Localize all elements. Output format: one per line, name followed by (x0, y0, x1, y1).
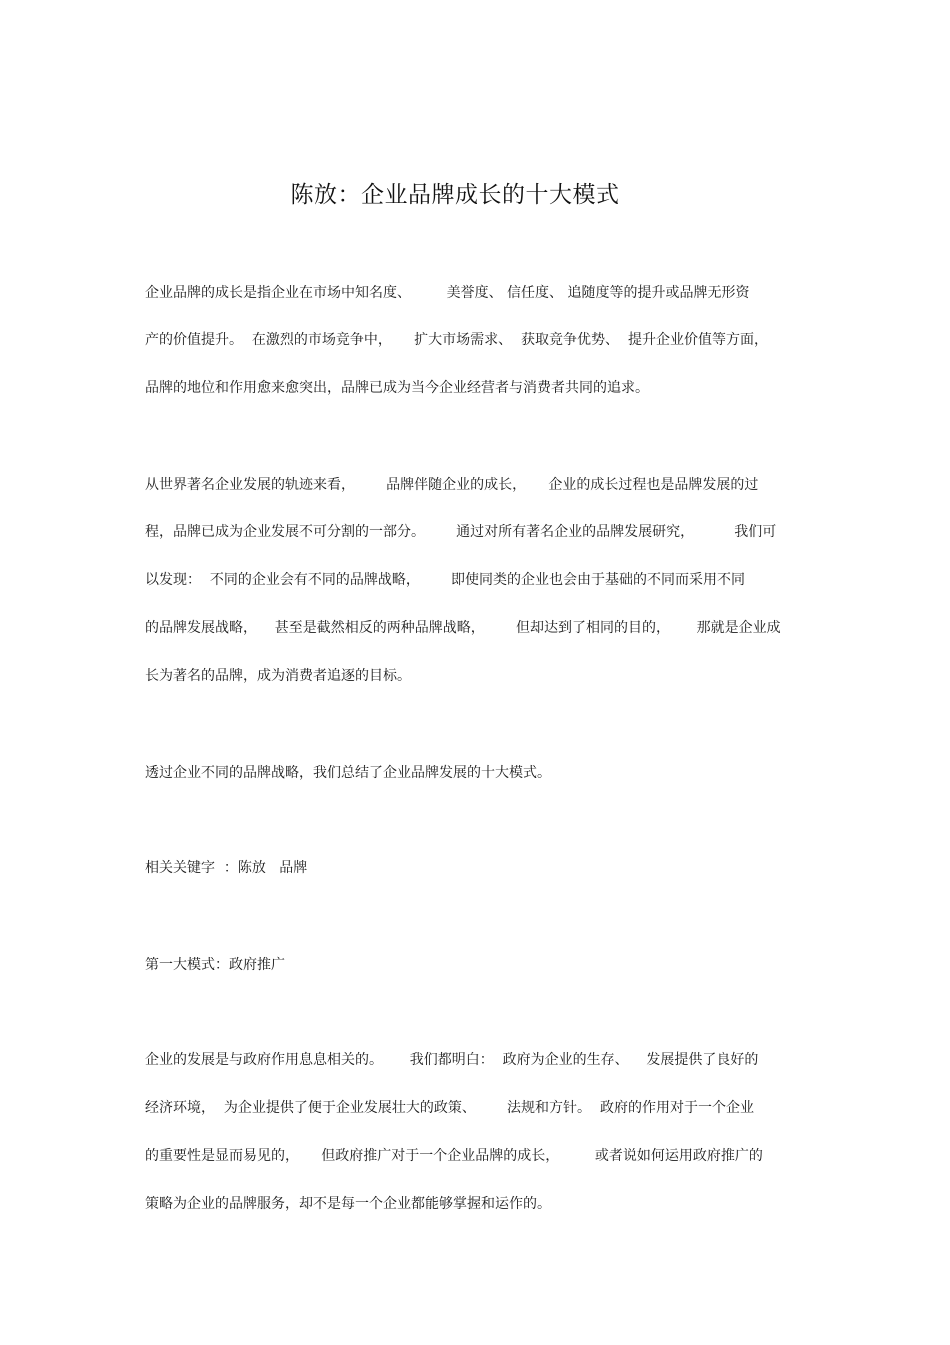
section-heading: 第一大模式：政府推广 (145, 957, 285, 973)
paragraph-4-line-3: 的重要性是显而易见的， 但政府推广对于一个企业品牌的成长， 或者说如何运用政府推广的 (145, 1148, 763, 1164)
paragraph-4-line-4: 策略为企业的品牌服务，却不是每一个企业都能够掌握和运作的。 (145, 1196, 551, 1212)
document-title: 陈放：企业品牌成长的十大模式 (290, 182, 620, 208)
paragraph-2-line-4: 的品牌发展战略， 甚至是截然相反的两种品牌战略， 但却达到了相同的目的， 那就是企业成 (145, 620, 781, 636)
paragraph-2-line-3: 以发现： 不同的企业会有不同的品牌战略， 即使同类的企业也会由于基础的不同而采用不同 (145, 572, 746, 588)
paragraph-1-line-1: 企业品牌的成长是指企业在市场中知名度、 美誉度、 信任度、 追随度等的提升或品牌无形资 (145, 285, 750, 301)
paragraph-1-line-2: 产的价值提升。 在激烈的市场竞争中， 扩大市场需求、 获取竞争优势、 提升企业价值等方面， (145, 332, 768, 348)
paragraph-1-line-3: 品牌的地位和作用愈来愈突出，品牌已成为当今企业经营者与消费者共同的追求。 (145, 380, 649, 396)
keywords-line: 相关关键字 ：陈放 品牌 (145, 860, 308, 876)
paragraph-2-line-5: 长为著名的品牌，成为消费者追逐的目标。 (145, 668, 411, 684)
paragraph-4-line-1: 企业的发展是与政府作用息息相关的。 我们都明白： 政府为企业的生存、 发展提供了良好的 (145, 1052, 759, 1068)
paragraph-4-line-2: 经济环境， 为企业提供了便于企业发展壮大的政策、 法规和方针。 政府的作用对于一个企业 (145, 1100, 754, 1116)
paragraph-2-line-1: 从世界著名企业发展的轨迹来看， 品牌伴随企业的成长， 企业的成长过程也是品牌发展的过 (145, 477, 759, 493)
paragraph-2-line-2: 程，品牌已成为企业发展不可分割的一部分。 通过对所有著名企业的品牌发展研究， 我们可 (145, 524, 777, 540)
paragraph-3-line-1: 透过企业不同的品牌战略，我们总结了企业品牌发展的十大模式。 (145, 765, 551, 781)
